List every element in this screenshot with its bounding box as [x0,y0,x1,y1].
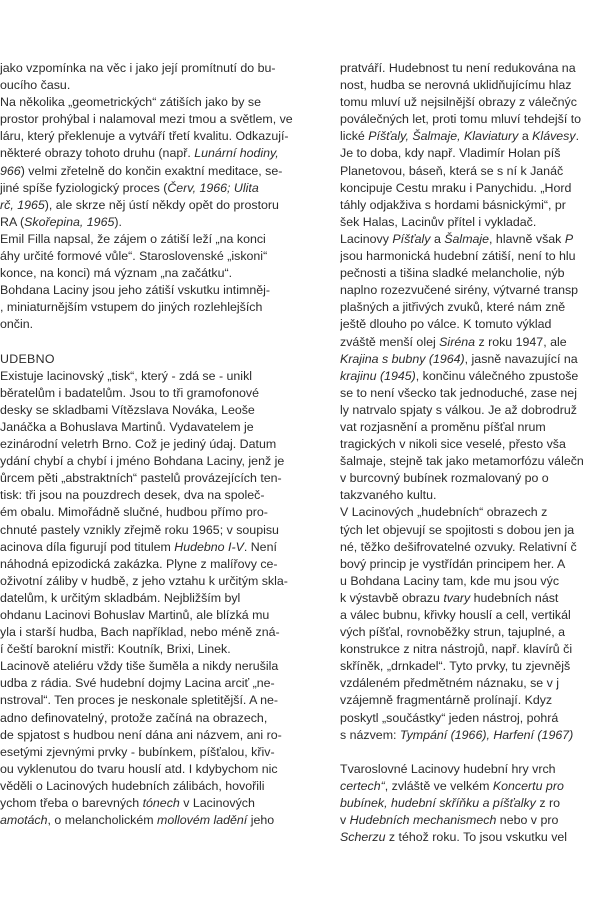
text-segment: Na několika „geometrických“ zátiších jako by se [0,95,261,110]
text-segment: adno definovatelný, protože začíná na obrazech, [0,710,268,725]
text-line [340,812,600,829]
text-line [0,214,312,231]
text-line [0,94,312,111]
text-segment: pratváří. Hudebnost tu není redukována na [340,61,576,75]
text-segment: ). [114,214,122,229]
text-line [0,641,312,658]
text-segment: . Není [243,539,277,554]
text-line [0,624,312,641]
text-line [340,128,600,145]
text-line [340,692,600,709]
text-segment: a válec bubnu, křivky houslí a cell, vertikál [340,608,571,622]
italic-title-text: krajinu (1945) [340,368,416,383]
text-line [340,368,600,385]
text-segment: ončin. [0,317,34,332]
text-segment: vých píšťal, rovnoběžky strun, tajuplné, a [340,625,566,640]
text-line [340,316,600,333]
text-segment: de spjatost s hudbou není dána ani názvem, ani ro- [0,727,282,742]
text-line [340,197,600,214]
text-line [340,351,600,368]
text-segment: jiné spíše fyziologický proces ( [0,180,168,195]
text-line [0,77,312,94]
text-segment: táhly odjakživa s hordami básnickými“, pr [340,197,566,212]
text-line [340,727,600,744]
text-line [0,419,312,436]
italic-title-text: tvary [443,590,471,605]
text-line [340,675,600,692]
text-segment: , jasně navazující na [464,351,578,366]
text-segment: , miniaturnějším vstupem do jiných rozlehlejších [0,300,263,315]
text-line [0,795,312,812]
text-line [340,573,600,590]
italic-title-text: Siréna [439,334,475,349]
paragraph-gap [0,334,312,351]
text-line [340,641,600,658]
text-line [340,829,600,846]
text-segment: plašných a jitřivých zvuků, které nám zně [340,300,566,315]
italic-title-text: Šalmaje [444,231,490,246]
text-line [340,761,600,778]
text-segment: , končinu válečného zpustoše [415,368,579,383]
italic-title-text: Skořepina, 1965 [24,214,115,229]
text-line [340,111,600,128]
text-line [0,727,312,744]
text-line [340,265,600,282]
text-segment: ychom třeba o barevných [0,796,143,811]
text-segment: běratelům i badatelům. Jsou to tři gramofonové [0,385,259,400]
text-line [0,556,312,573]
text-line [0,316,312,333]
text-segment: ydání chybí a chybí i jméno Bohdana Laciny, jenž je [0,454,285,469]
text-segment: oživotní záliby v hudbě, z jeho vztahu k určitým skla- [0,573,288,588]
text-line [0,60,312,77]
text-line [0,145,312,162]
text-segment: v [340,813,350,828]
right-column [340,60,600,846]
text-segment: se to není všecko tak jednoduché, zase nej [340,385,577,400]
text-segment: tisk: tři jsou na pouzdrech desek, dva na společ- [0,488,265,503]
text-segment: ještě dlouho po válce. K tomuto výklad [340,317,552,332]
text-line [340,522,600,539]
text-segment: chnuté pastely vznikly zřejmě roku 1965; v soupisu [0,522,279,537]
text-line [340,299,600,316]
text-line [0,248,312,265]
text-segment: k výstavbě obrazu [340,590,444,605]
text-segment: ezinárodní veletrh Brno. Což je jediný údaj. Datum [0,437,277,452]
text-segment: zváště menší olej [340,334,440,349]
text-segment: lické [340,129,369,144]
text-line [0,180,312,197]
text-line [340,556,600,573]
text-segment: vzájemně fragmentárně prolínají. Kdyz [340,693,553,708]
text-line [340,214,600,231]
text-segment: í čeští barokní mistři: Koutník, Brixi, Linek. [0,642,231,657]
text-line [340,436,600,453]
text-line [340,504,600,521]
text-line [0,282,312,299]
text-segment: yla i starší hudba, Bach například, nebo méně zná- [0,625,280,640]
text-segment: áhy určité formové vůle“. Staroslovenské „iskoni“ [0,249,268,264]
text-segment: ém obalu. Mimořádně slučné, hudbou přímo pro- [0,505,268,520]
text-line [0,487,312,504]
text-line [340,334,600,351]
text-line [0,573,312,590]
text-segment: věděli o Lacinových hudebních zálibách, hovořili [0,778,265,793]
text-segment: poskytl „součástky“ jeden nástroj, pohrá [340,710,559,725]
text-segment: bový princip je vystřídán principem her. A [340,556,566,571]
text-segment: z roku 1947, ale [475,334,567,349]
text-segment: tomu mluví už nejsilnější obrazy z válečnýc [340,95,577,110]
text-segment: Planetovou, báseň, která se s ní k Janáč [340,163,564,178]
text-line [340,607,600,624]
text-line [340,539,600,556]
text-line [0,231,312,248]
text-segment: koncipuje Cestu mraku i Panychidu. „Hord [340,180,572,195]
text-segment: s názvem: [340,727,400,742]
text-line [0,111,312,128]
italic-title-text: amotách [0,813,48,828]
text-segment: v Lacinových [179,796,255,811]
text-segment: z téhož roku. To jsou vskutku vel [385,830,568,845]
text-line [0,163,312,180]
italic-title-text: 966 [0,163,21,178]
section-heading: UDEBNO [0,351,55,366]
text-line [340,470,600,487]
italic-title-text: Píšťaly, Šalmaje, Klaviatury [368,129,519,144]
text-line [340,180,600,197]
text-segment: acinova díla figurují pod titulem [0,539,175,554]
text-segment: , o melancholickém [47,813,158,828]
text-segment: konce, na konci) má význam „na začátku“. [0,266,233,281]
text-segment: ohdanu Lacinovi Bohuslav Martinů, ale blízká mu [0,608,270,622]
text-line [0,522,312,539]
text-segment: pečnosti a tišina sladké melancholie, nýb [340,266,565,281]
text-segment: láru, který překlenuje a vytváří třetí kvalitu. Odkazují- [0,129,289,144]
text-segment: Existuje lacinovský „tisk“, který - zdá se - unikl [0,368,253,383]
text-segment: Janáčka a Bohuslava Martinů. Vydavatelem je [0,419,254,434]
italic-title-text: Klávesy [532,129,576,144]
text-line [0,539,312,556]
right-text-block-upper [340,60,600,744]
text-segment: , zvláště ve velkém [384,778,493,793]
text-segment: a [518,129,533,144]
text-segment: esetými zjevnými prvky - bubínkem, píšťalou, křiv- [0,744,275,759]
text-segment: RA ( [0,214,25,229]
text-line [0,778,312,795]
text-segment: nost, hudba se nerovná uklidňujícímu hlaz [340,78,572,93]
text-line [0,197,312,214]
text-line [340,282,600,299]
text-segment: V Lacinových „hudebních“ obrazech z [340,505,548,520]
italic-title-text: Tympání (1966), Harfení (1967) [399,727,574,742]
text-line [340,658,600,675]
italic-title-text: P [564,231,574,246]
text-segment: né, těžko dešifrovatelné ozvuky. Relativní č [340,539,577,554]
text-segment: hudebních nást [470,590,559,605]
text-segment: skříněk, „drnkadel“. Tyto prvky, tu zjevnějš [340,659,571,674]
text-line [0,436,312,453]
text-segment: některé obrazy tohoto druhu (např. [0,146,195,161]
text-line [340,795,600,812]
paragraph-gap [340,744,600,761]
italic-title-text: bubínek, hudební skříňku a píšťalky [340,796,536,811]
text-segment: ly natrvalo spjaty s válkou. Je až dobrodruž [340,402,577,417]
italic-title-text: Hudebno I-V [174,539,244,554]
text-segment: datelům, k určitým skladbám. Nejbližším byl [0,590,241,605]
text-segment: nstroval“. Ten proces je neskonale spletitější. A ne- [0,693,279,708]
text-segment: jako vzpomínka na věc i jako její promítnutí do bu- [0,61,276,75]
text-segment: šalmaje, stejně tak jako metamorfózu válečn [340,454,584,469]
text-segment: Emil Filla napsal, že zájem o zátiší leží „na konci [0,231,266,246]
italic-title-text: Scherzu [340,830,386,845]
italic-title-text: Koncertu pro [492,778,564,793]
left-column [0,60,312,829]
text-line [0,368,312,385]
text-line [340,145,600,162]
italic-title-text: certech“ [340,778,385,793]
text-line [0,299,312,316]
text-line [0,607,312,624]
left-text-block-hudebno [0,368,312,830]
italic-title-text: Hudebních mechanismech [349,813,497,828]
text-segment: , hlavně však [489,231,565,246]
text-line [340,248,600,265]
text-segment: konstrukce z nitra nástrojů, např. klavírů či [340,642,573,657]
text-line [0,761,312,778]
text-line [340,710,600,727]
text-line [0,590,312,607]
italic-title-text: rč, 1965 [0,197,45,212]
text-segment: poválečných let, proti tomu mluví tehdejší to [340,112,582,127]
text-segment: nebo v pro [496,813,559,828]
text-line [0,675,312,692]
text-line [340,385,600,402]
text-line [340,419,600,436]
text-line [340,94,600,111]
text-segment: udba z rádia. Své hudební dojmy Lacina arciť „ne- [0,676,275,691]
text-segment: jsou harmonická hudební zátiší, není to hlu [340,249,576,264]
text-segment: v burcovný bubínek rozmalovaný po o [340,471,549,486]
right-text-block-lower [340,761,600,846]
text-segment: Je to doba, kdy např. Vladimír Holan píš [340,146,561,161]
text-segment: Tvaroslovné Lacinovy hudební hry vrch [340,761,556,776]
text-segment: ) velmi zřetelně do končin exaktní meditace, se- [20,163,283,178]
text-segment: naplno rozezvučené sirény, výtvarné transp [340,283,579,298]
text-line [340,163,600,180]
text-segment: vat rozjasnění a proměnu píšťal nrum [340,419,546,434]
text-segment: náhodná epizodická zakázka. Plyne z malířovy ce- [0,556,278,571]
text-segment: tragických v nikoli sice veselé, přesto vša [340,437,566,452]
text-segment: u Bohdana Laciny tam, kde mu jsou výc [340,573,560,588]
text-line [340,231,600,248]
text-line [0,402,312,419]
text-line [340,624,600,641]
text-segment: jeho [247,813,275,828]
text-segment: vzdáleném předmětném náznaku, se v j [340,676,560,691]
text-segment: tých let objevují se spojitosti s dobou jen ja [340,522,575,537]
text-line [340,487,600,504]
italic-title-text: Červ, 1966; Ulita [167,180,259,195]
text-segment: a [430,231,445,246]
text-segment: prostor prohýbal i nalamoval mezi tmou a světlem, ve [0,112,293,127]
italic-title-text: mollovém ladění [157,813,248,828]
text-line [0,658,312,675]
text-line [0,265,312,282]
text-line [0,504,312,521]
text-line [0,128,312,145]
text-line [340,590,600,607]
text-segment: ou vyklenutou do tvaru houslí atd. I kdybychom nic [0,761,278,776]
text-segment: . [575,129,580,144]
text-line [340,778,600,795]
italic-title-text: Krajina s bubny (1964) [340,351,465,366]
text-line [340,77,600,94]
text-line [0,692,312,709]
text-segment: Lacinovy [340,231,393,246]
italic-title-text: tónech [142,796,180,811]
text-segment: takzvaného kultu. [340,488,437,503]
text-segment: desky se skladbami Vítězslava Nováka, Leoše [0,402,255,417]
text-segment: z ro [535,796,560,811]
text-line [0,453,312,470]
left-text-block-still-life [0,60,312,334]
text-segment: šek Halas, Lacinův přítel i vykladač. [340,214,537,229]
text-line [0,385,312,402]
text-line [340,60,600,77]
italic-title-text: Píšťaly [392,231,431,246]
text-line [0,470,312,487]
text-line [0,812,312,829]
text-segment: ), ale skrze něj ústí někdy opět do prostoru [44,197,279,212]
text-line [0,710,312,727]
text-segment: oucího času. [0,78,71,93]
text-segment: Bohdana Laciny jsou jeho zátiší vskutku intimněj- [0,283,270,298]
text-line [340,402,600,419]
text-segment: ůrcem pěti „abstraktních“ pastelů provázejících ten- [0,471,282,486]
text-line [340,453,600,470]
italic-title-text: Lunární hodiny, [194,146,279,161]
text-segment: Lacinově ateliéru vždy tiše šuměla a nikdy nerušila [0,659,279,674]
text-line [0,744,312,761]
